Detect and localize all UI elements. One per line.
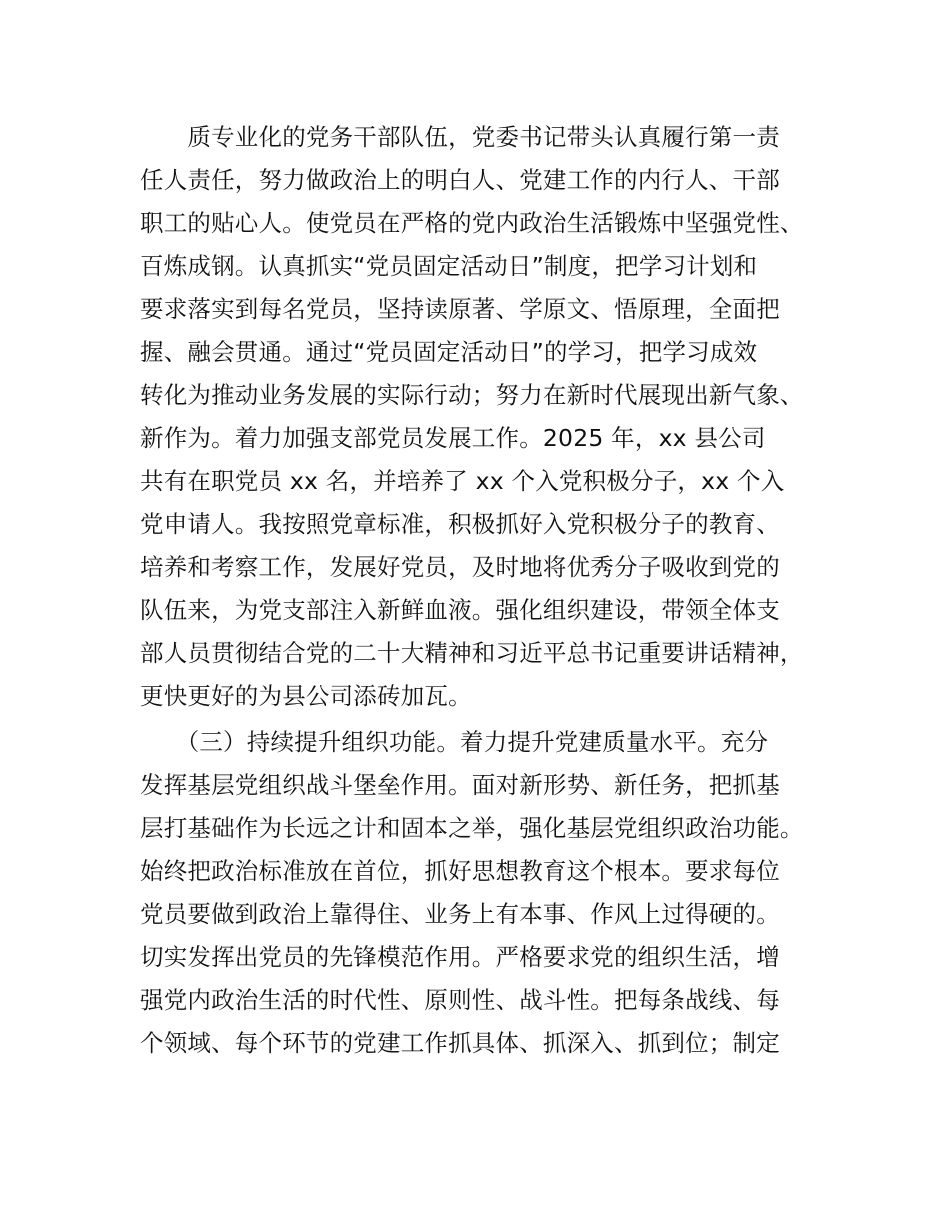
text-line: 新作为。着力加强支部党员发展工作。2025 年，xx 县公司 — [140, 424, 766, 452]
text-line: 党员要做到政治上靠得住、业务上有本事、作风上过得硬的。 — [140, 900, 780, 928]
text-line: 层打基础作为长远之计和固本之举，强化基层党组织政治功能。 — [140, 814, 804, 842]
text-line: 质专业化的党务干部队伍，党委书记带头认真履行第一责 — [140, 123, 780, 151]
text-line: 强党内政治生活的时代性、原则性、战斗性。把每条战线、每 — [140, 986, 780, 1014]
text-line: 队伍来，为党支部注入新鲜血液。强化组织建设，带领全体支 — [140, 596, 780, 624]
text-line: 要求落实到每名党员，坚持读原著、学原文、悟原理，全面把 — [140, 295, 780, 323]
text-line: 部人员贯彻结合党的二十大精神和习近平总书记重要讲话精神， — [140, 639, 804, 667]
text-line: 培养和考察工作，发展好党员，及时地将优秀分子吸收到党的 — [140, 553, 780, 581]
text-line: 职工的贴心人。使党员在严格的党内政治生活锻炼中坚强党性、 — [140, 209, 804, 237]
text-line: 转化为推动业务发展的实际行动；努力在新时代展现出新气象、 — [140, 381, 804, 409]
text-line: 共有在职党员 xx 名，并培养了 xx 个入党积极分子，xx 个入 — [140, 467, 785, 495]
text-line: 握、融会贯通。通过“党员固定活动日”的学习，把学习成效 — [140, 338, 758, 366]
text-line: 切实发挥出党员的先锋模范作用。严格要求党的组织生活，增 — [140, 943, 780, 971]
text-line: 个领域、每个环节的党建工作抓具体、抓深入、抓到位；制定 — [140, 1029, 780, 1057]
text-line: 百炼成钢。认真抓实“党员固定活动日”制度，把学习计划和 — [140, 252, 758, 280]
text-line: 始终把政治标准放在首位，抓好思想教育这个根本。要求每位 — [140, 857, 780, 885]
text-line: 发挥基层党组织战斗堡垒作用。面对新形势、新任务，把抓基 — [140, 771, 780, 799]
text-line: （三）持续提升组织功能。着力提升党建质量水平。充分 — [140, 728, 769, 756]
text-line: 任人责任，努力做政治上的明白人、党建工作的内行人、干部 — [140, 166, 780, 194]
text-line: 更快更好的为县公司添砖加瓦。 — [140, 682, 472, 710]
text-line: 党申请人。我按照党章标准，积极抓好入党积极分子的教育、 — [140, 510, 780, 538]
